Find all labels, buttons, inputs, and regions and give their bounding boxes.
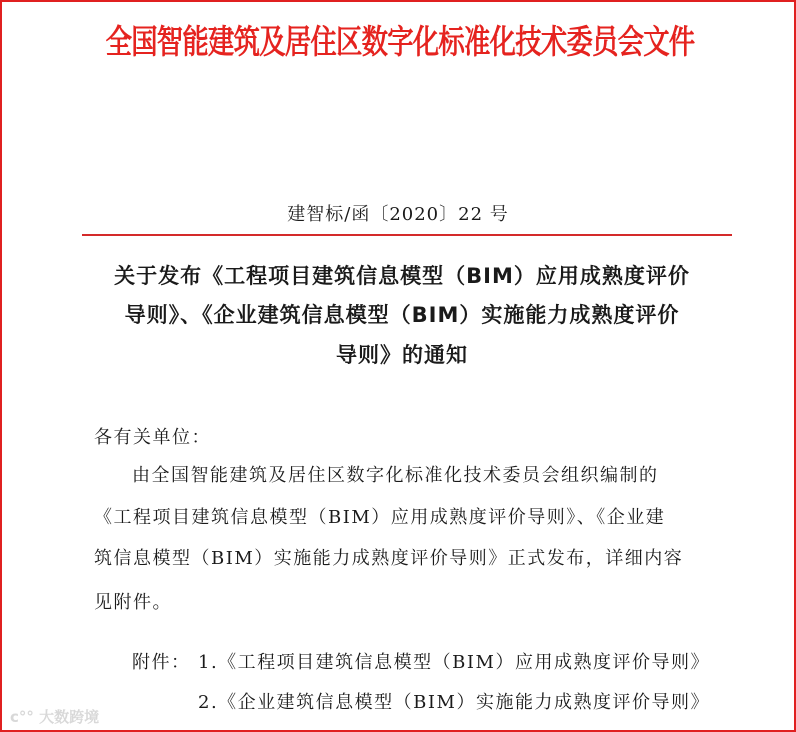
watermark-text: 大数跨境 (39, 708, 100, 726)
watermark (10, 706, 99, 727)
body-line: 由全国智能建筑及居住区数字化标准化技术委员会组织编制的 (132, 465, 659, 486)
attachments-label: 附件： (132, 652, 191, 673)
notice-title-line: 关于发布《工程项目建筑信息模型（BIM）应用成熟度评价 (114, 264, 690, 288)
body-line: 筑信息模型（BIM）实施能力成熟度评价导则》正式发布，详细内容 (94, 548, 684, 569)
notice-title-line: 导则》、《企业建筑信息模型（BIM）实施能力成熟度评价 (124, 303, 680, 327)
watermark-logo-icon: ᴄ°° (10, 708, 34, 726)
attachment-item: 2.《企业建筑信息模型（BIM）实施能力成熟度评价导则》 (198, 692, 710, 713)
body-line: 《工程项目建筑信息模型（BIM）应用成熟度评价导则》、《企业建 (94, 507, 666, 528)
attachment-item: 1.《工程项目建筑信息模型（BIM）应用成熟度评价导则》 (198, 652, 710, 673)
red-divider (82, 234, 732, 236)
document-header-title: 全国智能建筑及居住区数字化标准化技术委员会文件 (105, 22, 695, 61)
document-number: 建智标/函〔2020〕22 号 (287, 204, 509, 225)
body-line: 见附件。 (94, 592, 172, 613)
salutation: 各有关单位： (94, 427, 211, 448)
notice-title-line: 导则》的通知 (336, 343, 468, 367)
